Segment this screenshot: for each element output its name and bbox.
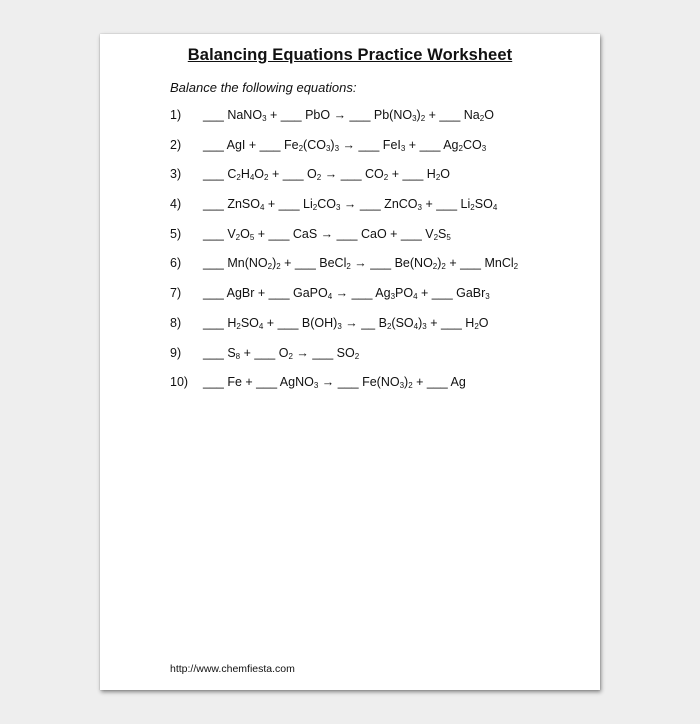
problem-equation: ___ $V_2O_5$ + ___ CaS → ___ CaO + ___ $V_2S_5$ <box>203 226 451 242</box>
problem-row <box>170 108 590 138</box>
problem-equation: ___ ZnSO$_4$ + ___ $Li_2CO_3$ → ___ ZnCO$_3$ + ___ $Li_2SO_4$ <box>203 197 498 213</box>
problem-number: 9) <box>170 345 182 360</box>
problem-equation: ___ Fe + ___ AgNO$_3$ → ___ $Fe(NO_3)_2$ + ___ Ag <box>203 375 466 391</box>
problem-number: 6) <box>170 256 182 271</box>
footer-url: http://www.chemfiesta.com <box>170 663 295 675</box>
instruction-text: Balance the following equations: <box>170 80 357 95</box>
problem-row <box>170 316 590 346</box>
problem-equation: ___ $Mn(NO_2)_2$ + ___ BeCl$_2$ → ___ $Be(NO_2)_2$ + ___ MnCl$_2$ <box>203 256 519 272</box>
problem-number: 3) <box>170 167 182 182</box>
problem-number: 2) <box>170 137 182 152</box>
problem-row <box>170 197 590 227</box>
problem-row <box>170 138 590 168</box>
problem-equation: ___ AgI + ___ $Fe_2(CO_3)_3$ → ___ FeI$_3$ + ___ $Ag_2CO_3$ <box>203 137 487 153</box>
problem-row <box>170 286 590 316</box>
worksheet-title: Balancing Equations Practice Worksheet <box>187 46 513 64</box>
problem-number: 1) <box>170 108 182 122</box>
problem-row <box>170 375 590 405</box>
problem-equation: ___ $C_2H_4O_2$ + ___ $O_2$ → ___ $CO_2$ + ___ $H_2O$ <box>203 167 451 183</box>
problem-number: 4) <box>170 197 182 212</box>
problem-number: 8) <box>170 315 182 330</box>
worksheet-page <box>100 34 600 690</box>
problem-row <box>170 346 590 376</box>
problem-equation: ___ NaNO$_3$ + ___ PbO → ___ $Pb(NO_3)_2$ + ___ $Na_2O$ <box>203 108 494 123</box>
problem-row <box>170 227 590 257</box>
problem-number: 7) <box>170 286 182 301</box>
problem-row <box>170 167 590 197</box>
problem-list <box>170 108 590 405</box>
problem-equation: ___ $H_2SO_4$ + ___ $B(OH)_3$ → __ $B_2(SO_4)_3$ + ___ $H_2O$ <box>203 315 489 331</box>
problem-equation: ___ AgBr + ___ GaPO$_4$ → ___ $Ag_3PO_4$ + ___ GaBr$_3$ <box>203 286 490 302</box>
problem-number: 10) <box>170 375 189 390</box>
problem-number: 5) <box>170 226 182 241</box>
problem-equation: ___ $S_8$ + ___ $O_2$ → ___ $SO_2$ <box>203 345 360 361</box>
problem-row <box>170 256 590 286</box>
